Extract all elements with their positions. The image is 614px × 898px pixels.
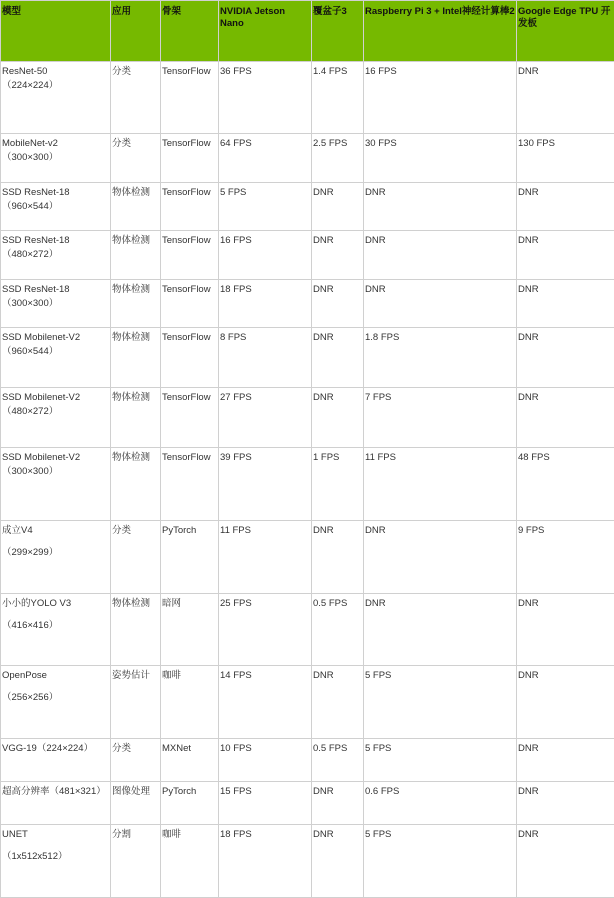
cell-framework: TensorFlow — [161, 183, 219, 231]
cell-jetson-nano: 27 FPS — [219, 388, 312, 448]
model-name: SSD ResNet-18 — [2, 235, 109, 247]
model-name: SSD Mobilenet-V2 — [2, 392, 109, 404]
cell-raspberry-pi-3: 1.4 FPS — [312, 62, 364, 134]
cell-edge-tpu: DNR — [517, 388, 614, 448]
cell-application: 分类 — [111, 134, 161, 183]
table-row — [1, 448, 614, 521]
cell-edge-tpu: DNR — [517, 183, 614, 231]
header-edge-tpu: Google Edge TPU 开发板 — [517, 1, 614, 62]
table-row — [1, 183, 614, 231]
cell-pi3-ncs2: 1.8 FPS — [364, 328, 517, 388]
cell-application: 物体检测 — [111, 280, 161, 328]
cell-raspberry-pi-3: DNR — [312, 782, 364, 825]
cell-jetson-nano: 25 FPS — [219, 594, 312, 666]
cell-framework: PyTorch — [161, 521, 219, 594]
cell-raspberry-pi-3: 0.5 FPS — [312, 739, 364, 782]
cell-framework: TensorFlow — [161, 388, 219, 448]
cell-pi3-ncs2: DNR — [364, 280, 517, 328]
model-name: UNET — [2, 829, 109, 841]
cell-raspberry-pi-3: 2.5 FPS — [312, 134, 364, 183]
model-input-size: （256×256） — [2, 692, 109, 704]
cell-pi3-ncs2: 0.6 FPS — [364, 782, 517, 825]
cell-pi3-ncs2: DNR — [364, 231, 517, 280]
table-row — [1, 666, 614, 739]
table-row — [1, 231, 614, 280]
cell-edge-tpu: 9 FPS — [517, 521, 614, 594]
cell-edge-tpu: DNR — [517, 782, 614, 825]
cell-application: 物体检测 — [111, 328, 161, 388]
header-model: 模型 — [1, 1, 111, 62]
cell-pi3-ncs2: 11 FPS — [364, 448, 517, 521]
table-row — [1, 782, 614, 825]
cell-framework: TensorFlow — [161, 448, 219, 521]
table-row — [1, 62, 614, 134]
cell-application: 物体检测 — [111, 231, 161, 280]
cell-edge-tpu: DNR — [517, 328, 614, 388]
model-input-size: （960×544） — [2, 346, 109, 358]
cell-pi3-ncs2: DNR — [364, 183, 517, 231]
cell-application: 分类 — [111, 521, 161, 594]
model-name: 成立V4 — [2, 525, 109, 537]
cell-model — [1, 782, 111, 825]
cell-model — [1, 183, 111, 231]
model-input-size: （480×272） — [2, 406, 109, 418]
model-name: 超高分辨率（481×321） — [2, 786, 109, 798]
table-row — [1, 739, 614, 782]
cell-jetson-nano: 5 FPS — [219, 183, 312, 231]
cell-pi3-ncs2: 7 FPS — [364, 388, 517, 448]
cell-model — [1, 448, 111, 521]
model-name: SSD ResNet-18 — [2, 187, 109, 199]
cell-edge-tpu: DNR — [517, 739, 614, 782]
cell-model — [1, 280, 111, 328]
header-application: 应用 — [111, 1, 161, 62]
model-name: VGG-19（224×224） — [2, 743, 109, 755]
cell-application: 分割 — [111, 825, 161, 898]
cell-jetson-nano: 15 FPS — [219, 782, 312, 825]
model-name: SSD ResNet-18 — [2, 284, 109, 296]
model-input-size: （1x512x512） — [2, 851, 109, 863]
cell-model — [1, 739, 111, 782]
cell-application: 物体检测 — [111, 594, 161, 666]
cell-framework: TensorFlow — [161, 231, 219, 280]
cell-edge-tpu: 130 FPS — [517, 134, 614, 183]
cell-jetson-nano: 8 FPS — [219, 328, 312, 388]
cell-application: 物体检测 — [111, 448, 161, 521]
cell-edge-tpu: DNR — [517, 62, 614, 134]
cell-raspberry-pi-3: 0.5 FPS — [312, 594, 364, 666]
table-row — [1, 328, 614, 388]
cell-framework: 咖啡 — [161, 825, 219, 898]
table-row — [1, 134, 614, 183]
cell-pi3-ncs2: DNR — [364, 594, 517, 666]
cell-raspberry-pi-3: 1 FPS — [312, 448, 364, 521]
model-input-size: （960×544） — [2, 201, 109, 213]
cell-raspberry-pi-3: DNR — [312, 231, 364, 280]
model-name: ResNet-50 — [2, 66, 109, 78]
cell-jetson-nano: 39 FPS — [219, 448, 312, 521]
cell-model — [1, 134, 111, 183]
table-row — [1, 825, 614, 898]
header-framework: 骨架 — [161, 1, 219, 62]
cell-jetson-nano: 18 FPS — [219, 825, 312, 898]
cell-jetson-nano: 64 FPS — [219, 134, 312, 183]
cell-jetson-nano: 36 FPS — [219, 62, 312, 134]
cell-edge-tpu: DNR — [517, 280, 614, 328]
cell-raspberry-pi-3: DNR — [312, 328, 364, 388]
table-row — [1, 388, 614, 448]
cell-model — [1, 231, 111, 280]
cell-framework: PyTorch — [161, 782, 219, 825]
cell-application: 分类 — [111, 739, 161, 782]
table-row — [1, 521, 614, 594]
cell-jetson-nano: 10 FPS — [219, 739, 312, 782]
cell-edge-tpu: DNR — [517, 594, 614, 666]
cell-raspberry-pi-3: DNR — [312, 666, 364, 739]
cell-model — [1, 666, 111, 739]
cell-framework: TensorFlow — [161, 328, 219, 388]
cell-jetson-nano: 11 FPS — [219, 521, 312, 594]
cell-pi3-ncs2: 16 FPS — [364, 62, 517, 134]
cell-jetson-nano: 16 FPS — [219, 231, 312, 280]
cell-raspberry-pi-3: DNR — [312, 183, 364, 231]
cell-edge-tpu: DNR — [517, 231, 614, 280]
header-jetson-nano: NVIDIA Jetson Nano — [219, 1, 312, 62]
model-name: MobileNet-v2 — [2, 138, 109, 150]
cell-model — [1, 328, 111, 388]
cell-application: 物体检测 — [111, 388, 161, 448]
cell-jetson-nano: 14 FPS — [219, 666, 312, 739]
model-input-size: （480×272） — [2, 249, 109, 261]
model-name: SSD Mobilenet-V2 — [2, 332, 109, 344]
model-input-size: （300×300） — [2, 298, 109, 310]
model-input-size: （300×300） — [2, 466, 109, 478]
cell-edge-tpu: DNR — [517, 666, 614, 739]
model-input-size: （299×299） — [2, 547, 109, 559]
cell-model — [1, 62, 111, 134]
cell-application: 分类 — [111, 62, 161, 134]
cell-application: 姿势估计 — [111, 666, 161, 739]
table-header-row — [1, 1, 614, 62]
model-name: OpenPose — [2, 670, 109, 682]
cell-pi3-ncs2: 5 FPS — [364, 739, 517, 782]
table-row — [1, 280, 614, 328]
table-row — [1, 594, 614, 666]
cell-pi3-ncs2: 30 FPS — [364, 134, 517, 183]
cell-model — [1, 521, 111, 594]
cell-pi3-ncs2: DNR — [364, 521, 517, 594]
cell-pi3-ncs2: 5 FPS — [364, 825, 517, 898]
model-name: SSD Mobilenet-V2 — [2, 452, 109, 464]
cell-framework: TensorFlow — [161, 62, 219, 134]
header-pi3-ncs2: Raspberry Pi 3 + Intel神经计算棒2 — [364, 1, 517, 62]
cell-framework: TensorFlow — [161, 280, 219, 328]
cell-edge-tpu: 48 FPS — [517, 448, 614, 521]
model-input-size: （224×224） — [2, 80, 109, 92]
model-input-size: （300×300） — [2, 152, 109, 164]
cell-edge-tpu: DNR — [517, 825, 614, 898]
cell-pi3-ncs2: 5 FPS — [364, 666, 517, 739]
cell-application: 图像处理 — [111, 782, 161, 825]
cell-raspberry-pi-3: DNR — [312, 388, 364, 448]
cell-application: 物体检测 — [111, 183, 161, 231]
cell-model — [1, 594, 111, 666]
cell-framework: MXNet — [161, 739, 219, 782]
cell-raspberry-pi-3: DNR — [312, 521, 364, 594]
model-input-size: （416×416） — [2, 620, 109, 632]
cell-framework: TensorFlow — [161, 134, 219, 183]
cell-raspberry-pi-3: DNR — [312, 280, 364, 328]
cell-framework: 暗网 — [161, 594, 219, 666]
cell-raspberry-pi-3: DNR — [312, 825, 364, 898]
cell-model — [1, 825, 111, 898]
header-raspberry-pi-3: 覆盆子3 — [312, 1, 364, 62]
cell-jetson-nano: 18 FPS — [219, 280, 312, 328]
model-name: 小小的YOLO V3 — [2, 598, 109, 610]
cell-framework: 咖啡 — [161, 666, 219, 739]
cell-model — [1, 388, 111, 448]
